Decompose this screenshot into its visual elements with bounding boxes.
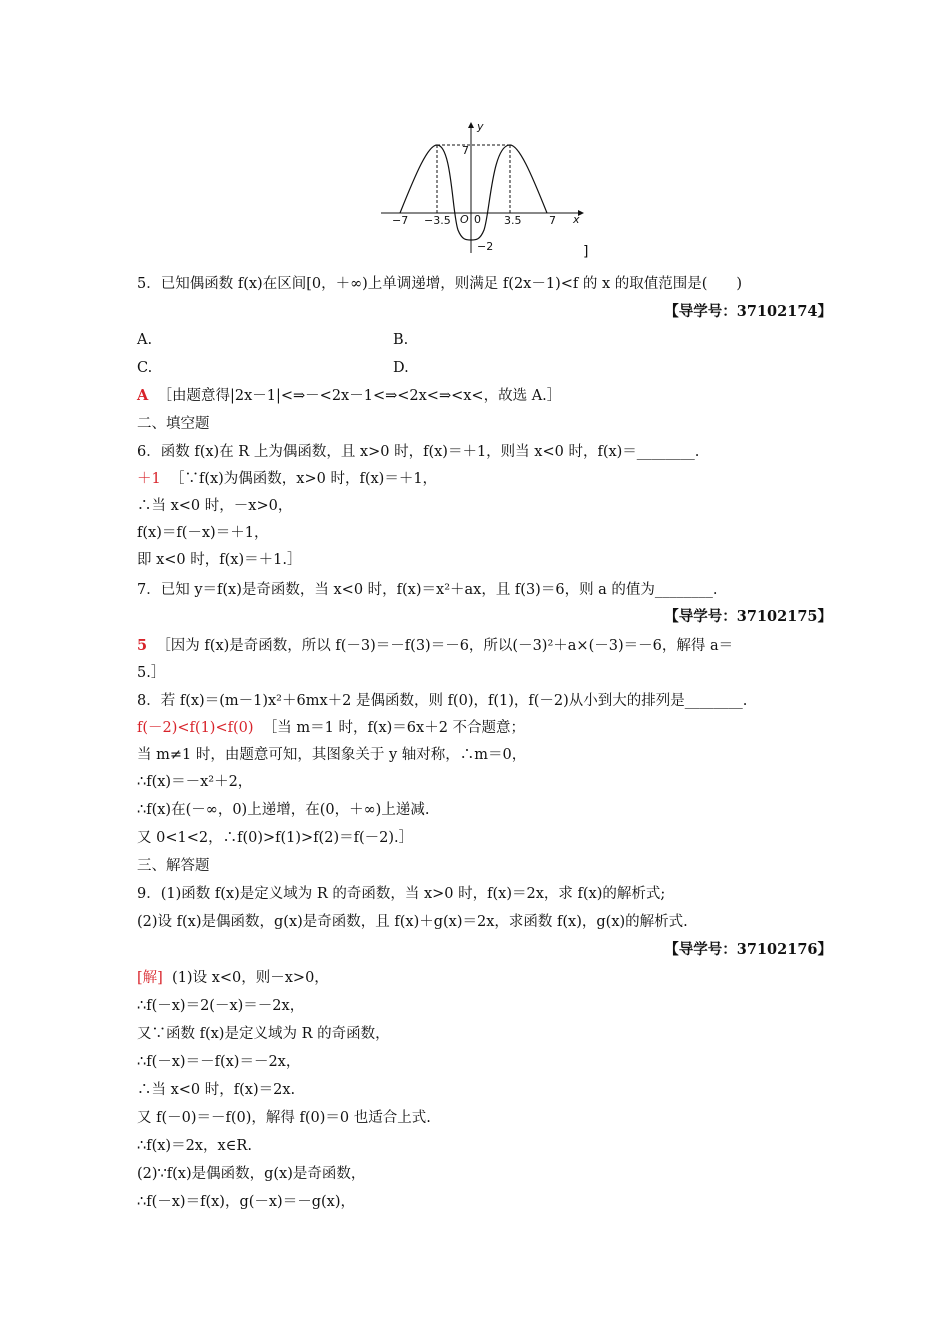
- q6-answer: ＋1: [137, 471, 161, 487]
- q5-option-b: B.: [393, 332, 409, 348]
- y-tick-neg2: −2: [477, 240, 494, 253]
- q9-solution-7: ∴f(x)＝2x，x∈R.: [137, 1138, 252, 1154]
- x-axis-label: x: [573, 213, 580, 226]
- origin-label: O: [460, 213, 469, 226]
- q6-solution-2: ∴当 x<0 时，－x>0，: [137, 498, 293, 514]
- q7-solution-1: ［因为 f(x)是奇函数，所以 f(－3)＝－f(3)＝－6，所以(－3)²＋a×(－3)＝－6，解得 a＝: [156, 638, 734, 654]
- q7-answer: 5: [137, 637, 148, 654]
- section-answer-heading: 三、解答题: [137, 858, 210, 874]
- q9-solution-5: ∴当 x<0 时，f(x)＝2x.: [137, 1082, 296, 1098]
- q6-solution-1: ［∵f(x)为偶函数，x>0 时，f(x)＝＋1，: [169, 471, 438, 487]
- q9-ref-number: 【导学号：37102176】: [664, 941, 832, 958]
- q8-answer: f(－2)<f(1)<f(0): [137, 720, 254, 736]
- q5-solution: ［由题意得|2x－1|<⇒－<2x－1<⇒<2x<⇒<x<，故选 A.］: [157, 388, 562, 404]
- closing-bracket: ]: [583, 244, 589, 258]
- q9-solution-2: ∴f(－x)＝2(－x)＝－2x，: [137, 998, 305, 1014]
- q5-option-c: C.: [137, 360, 153, 376]
- x-tick-0: 0: [474, 213, 481, 226]
- q6-solution-line-1: [137, 469, 437, 489]
- q9-solution-8: (2)∵f(x)是偶函数，g(x)是奇函数，: [137, 1166, 366, 1182]
- x-tick-35: 3.5: [504, 214, 522, 227]
- q5-question: 5．已知偶函数 f(x)在区间[0，＋∞)上单调递增，则满足 f(2x－1)<f 的 x 的取值范围是( ): [137, 276, 743, 292]
- q9-solution-9: ∴f(－x)＝f(x)，g(－x)＝－g(x)，: [137, 1194, 355, 1210]
- q9-question-1: 9．(1)函数 f(x)是定义域为 R 的奇函数，当 x>0 时，f(x)＝2x，求 f(x)的解析式;: [137, 886, 666, 902]
- q7-question: 7．已知 y＝f(x)是奇函数，当 x<0 时，f(x)＝x²＋ax，且 f(3)＝6，则 a 的值为________.: [137, 582, 718, 598]
- q7-ref-number: 【导学号：37102175】: [664, 608, 832, 625]
- q7-solution-2: 5.］: [137, 665, 166, 681]
- x-tick-7: 7: [549, 214, 556, 227]
- q8-solution-4: ∴f(x)在(－∞，0)上递增，在(0，＋∞)上递减.: [137, 802, 430, 818]
- x-tick-neg7: −7: [392, 214, 409, 227]
- q8-solution-3: ∴f(x)＝－x²＋2，: [137, 774, 253, 790]
- q9-solution-line-1: [137, 968, 329, 988]
- q7-solution-line-1: [137, 636, 733, 656]
- q6-question: 6．函数 f(x)在 R 上为偶函数，且 x>0 时，f(x)＝＋1，则当 x<0 时，f(x)＝________.: [137, 444, 700, 460]
- q9-question-2: (2)设 f(x)是偶函数，g(x)是奇函数，且 f(x)＋g(x)＝2x，求函数 f(x)，g(x)的解析式.: [137, 914, 688, 930]
- q6-solution-3: f(x)＝f(－x)＝＋1，: [137, 525, 269, 541]
- q5-option-a: A.: [137, 332, 153, 348]
- q9-solution-1: (1)设 x<0，则－x>0，: [172, 970, 329, 986]
- y-tick-7: 7: [462, 144, 469, 157]
- q5-solution-line: [137, 386, 561, 406]
- q8-question: 8．若 f(x)＝(m－1)x²＋6mx＋2 是偶函数，则 f(0)，f(1)，f(－2)从小到大的排列是________.: [137, 693, 748, 709]
- q9-solution-4: ∴f(－x)＝－f(x)＝－2x，: [137, 1054, 301, 1070]
- q6-solution-4: 即 x<0 时，f(x)＝＋1.］: [137, 552, 302, 568]
- q5-answer: A: [137, 387, 149, 404]
- q8-solution-line-1: [137, 718, 525, 738]
- q5-option-d: D.: [393, 360, 409, 376]
- q8-solution-1: ［当 m＝1 时，f(x)＝6x＋2 不合题意；: [262, 720, 526, 736]
- q8-solution-2: 当 m≠1 时，由题意可知，其图象关于 y 轴对称，∴m＝0，: [137, 747, 527, 763]
- y-axis-arrow: [468, 122, 474, 128]
- function-graph: [376, 118, 606, 258]
- q9-solution-3: 又∵函数 f(x)是定义域为 R 的奇函数，: [137, 1026, 390, 1042]
- section-fill-blank-heading: 二、填空题: [137, 416, 210, 432]
- y-axis-label: y: [477, 120, 484, 133]
- q9-solution-6: 又 f(－0)＝－f(0)，解得 f(0)＝0 也适合上式.: [137, 1110, 431, 1126]
- q8-solution-5: 又 0<1<2，∴f(0)>f(1)>f(2)＝f(－2).］: [137, 830, 414, 846]
- x-tick-neg35: −3.5: [424, 214, 451, 227]
- q9-jie-label: [解]: [137, 970, 163, 986]
- q5-ref-number: 【导学号：37102174】: [664, 303, 832, 320]
